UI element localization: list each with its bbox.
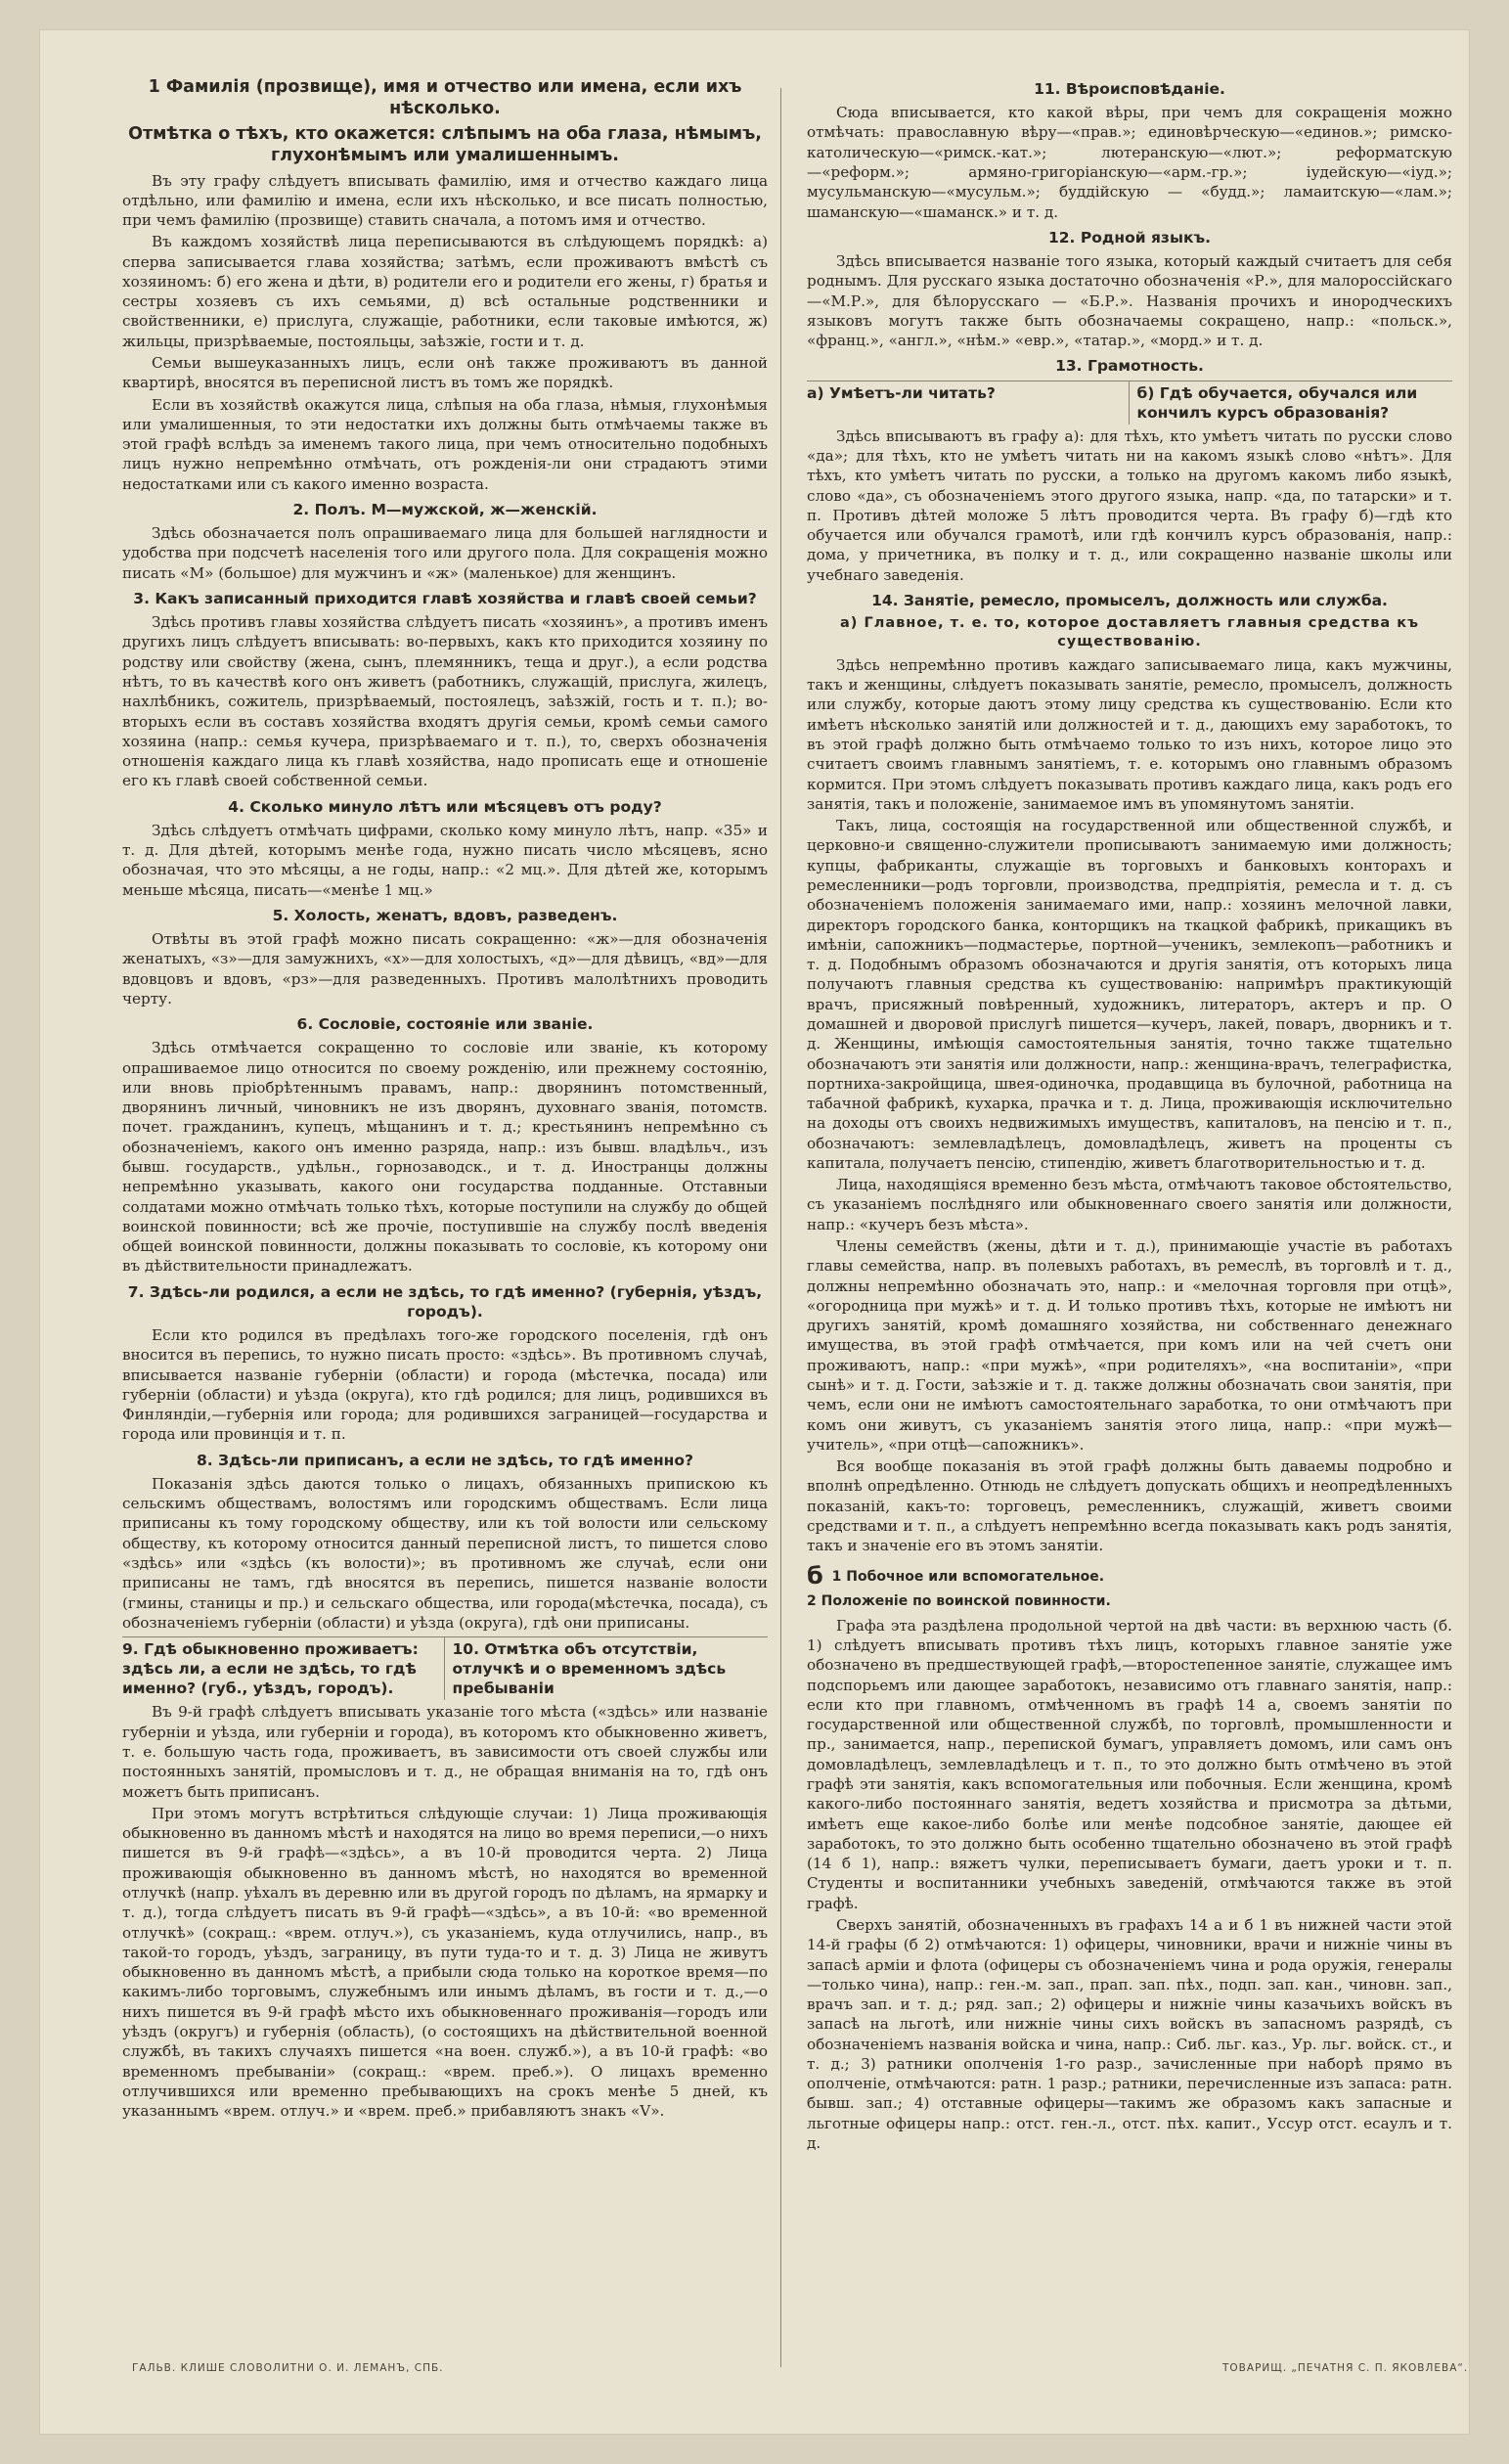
section-9-paragraph: При этомъ могутъ встрѣтиться слѣдующіе случаи: 1) Лица проживающія обыкновенно въ данномъ мѣстѣ и находятся на лицо во время переписи,—о нихъ пишется въ 9-й графѣ—«здѣсь», а въ 10-й проводится черта. 2) Лица проживающія обыкновенно въ данномъ мѣстѣ, но находятся во временной отлучкѣ (напр. уѣхалъ въ деревню или въ другой городъ по дѣламъ, на ярмарку и т. д.), тогда слѣдуетъ писать въ 9-й графѣ—«здѣсь», а въ 10-й: «во временной отлучкѣ» (сокращ.: «врем. отлуч.»), съ указаніемъ, куда отлучились, напр., въ такой-то городъ, уѣздъ, заграницу, въ пути туда-то и т. д. 3) Лица не живутъ обыкновенно въ данномъ мѣстѣ, а прибыли сюда только на короткое время—по какимъ-либо торговымъ, служебнымъ или инымъ дѣламъ, въ гости и т. д.,—о нихъ пишется въ 9-й графѣ мѣсто ихъ обыкновеннаго проживанія—городъ или уѣздъ (округъ) и губернія (область), (о состоящихъ на дѣйствительной военной службѣ, въ такихъ случаяхъ пишется «на воен. служб.»), а въ 10-й графѣ: «во временномъ пребываніи» (сокращ.: «врем. преб.»). О лицахъ временно отлучившихся или временно пребывающихъ на срокъ менѣе 5 дней, къ указаннымъ «врем. отлуч.» и «врем. преб.» прибавляютъ знакъ «V». [122, 1804, 768, 2121]
printer-credit-right: ТОВАРИЩ. „ПЕЧАТНЯ С. П. ЯКОВЛЕВА“. [1222, 2362, 1469, 2374]
section-10-title: 10. Отмѣтка объ отсутствіи, отлучкѣ и о временномъ здѣсь пребываніи [452, 1640, 727, 1698]
section-14-paragraph: Здѣсь непремѣнно противъ каждаго записываемаго лица, какъ мужчины, такъ и женщины, слѣдуетъ показывать занятіе, ремесло, промыселъ, должность или службу, которые даютъ этому лицу средства къ существованію. Если кто имѣетъ нѣсколько занятій или должностей и т. д., дающихъ ему заработокъ, то въ этой графѣ должно быть отмѣчаемо только то изъ нихъ, которое лицо это считаетъ своимъ главнымъ занятіемъ, т. е. которымъ оно главнымъ образомъ кормится. При этомъ слѣдуетъ показывать противъ каждаго лица, какъ родъ его занятія, такъ и положеніе, занимаемое имъ въ упомянутомъ занятіи. [807, 655, 1452, 813]
section-11-title: 11. Вѣроисповѣданіе. [1034, 80, 1225, 98]
section-2-title: 2. Полъ. М—мужской, ж—женскій. [292, 501, 598, 518]
right-column [807, 73, 1452, 2155]
section-1-title: 1 Фамилія (прозвище), имя и отчество или имена, если ихъ нѣсколько. [148, 77, 742, 118]
section-14-paragraph: Лица, находящіяся временно безъ мѣста, отмѣчаютъ таковое обстоятельство, съ указаніемъ послѣдняго или обыкновеннаго своего занятія или должности, напр.: «кучеръ безъ мѣста». [807, 1176, 1452, 1233]
section-14b-header [807, 1560, 1452, 1612]
left-column [122, 73, 768, 2123]
section-14-paragraph: Вся вообще показанія въ этой графѣ должны быть даваемы подробно и вполнѣ опредѣленно. Отнюдь не слѣдуетъ допускать общихъ и неопредѣленныхъ показаній, какъ-то: торговецъ, ремесленникъ, служащій, живетъ своими средствами и т. п., а слѣдуетъ непремѣнно всегда показывать какъ родъ занятія, такъ и значеніе его въ этомъ занятіи. [807, 1457, 1452, 1555]
section-8-paragraph: Показанія здѣсь даются только о лицахъ, обязанныхъ припискою къ сельскимъ обществамъ, волостямъ или городскимъ обществамъ. Если лица приписаны къ тому городскому обществу, или къ той волости или сельскому обществу, къ которому относится данный переписной листъ, то пишется слово «здѣсь» или «здѣсь (къ волости)»; въ противномъ же случаѣ, если они приписаны не тамъ, гдѣ вносятся въ перепись, пишется названіе волости (гмины, станицы и пр.) и сельскаго общества, или города(мѣстечка, посада), съ обозначеніемъ губерніи (области) и уѣзда (округа), гдѣ они приписаны. [122, 1474, 768, 1632]
section-14a-title: а) Главное, т. е. то, которое доставляетъ главныя средства къ существованію. [840, 615, 1419, 650]
section-12-title: 12. Родной языкъ. [1047, 228, 1212, 246]
printer-credit-left: ГАЛЬВ. КЛИШЕ СЛОВОЛИТНИ О. И. ЛЕМАНЪ, СПБ. [132, 2362, 444, 2374]
section-13-paragraph: Здѣсь вписываютъ въ графу а): для тѣхъ, кто умѣетъ читать по русски слово «да»; для тѣхъ, кто не умѣетъ читать ни на какомъ языкѣ слово «нѣтъ». Для тѣхъ, кто умѣетъ читать по русски, а только на другомъ какомъ либо языкѣ, слово «да», съ обозначеніемъ этого другого языка, напр. «да, по татарски» и т. п. Противъ дѣтей моложе 5 лѣтъ проводится черта. Въ графу б)—гдѣ кто обучается или обучался грамотѣ, или гдѣ кончилъ курсъ образованія, напр.: дома, у причетника, въ полку и т. д., или сокращенно названіе школы или учебнаго заведенія. [807, 426, 1452, 584]
section-14b-paragraph: Сверхъ занятій, обозначенныхъ въ графахъ 14 а и б 1 въ нижней части этой 14-й графы (б 2) отмѣчаются: 1) офицеры, чиновники, врачи и нижніе чины въ запасѣ арміи и флота (офицеры съ обозначеніемъ чина и рода оружія, генералы—только чина), напр.: ген.-м. зап., прап. зап. пѣх., подп. зап. кан., чиновн. зап., врачъ зап. и т. д.; ряд. зап.; 2) офицеры и нижніе чины казачьихъ войскъ въ запасѣ на льготѣ, или нижніе чины сихъ войскъ въ запасномъ разрядѣ, съ обозначеніемъ названія войска и чина, напр.: Сиб. льг. каз., Ур. льг. войск. ст., и т. д.; 3) ратники ополченія 1-го разр., зачисленные при наборѣ прямо въ ополченіе, отмѣчаются: ратн. 1 разр.; ратники, перечисленные изъ запаса: ратн. бывш. зап.; 4) отставные офицеры—такимъ же образомъ какъ запасные и льготные офицеры напр.: отст. ген.-л., отст. пѣх. капит., Уссур отст. есаулъ и т. д. [807, 1915, 1452, 2153]
section-1-paragraph: Въ каждомъ хозяйствѣ лица переписываются въ слѣдующемъ порядкѣ: а) сперва записывается глава хозяйства; затѣмъ, если проживаютъ вмѣстѣ съ хозяиномъ: б) его жена и дѣти, в) родители его и родители его жены, г) братья и сестры хозяевъ съ ихъ семьями, д) всѣ остальные родственники и свойственники, е) прислуга, служащіе, работники, если таковые имѣются, ж) жильцы, призрѣваемые, постояльцы, заѣзжіе, гости и т. д. [122, 233, 768, 350]
section-13a-title: а) Умѣетъ-ли читать? [807, 383, 996, 402]
section-1-paragraph: Семьи вышеуказанныхъ лицъ, если онѣ также проживаютъ въ данной квартирѣ, вносятся въ переписной листъ въ томъ же порядкѣ. [122, 354, 768, 392]
section-11-paragraph: Сюда вписывается, кто какой вѣры, при чемъ для сокращенія можно отмѣчать: православную вѣру—«прав.»; единовѣрческую—«единов.»; римско-католическую—«римск.-кат.»; лютеранскую—«лют.»; реформатскую—«реформ.»; армяно-григоріанскую—«арм.-гр.»; іудейскую—«іуд.»; мусульманскую—«мусульм.»; буддійскую — «будд.»; ламаитскую—«лам.»; шаманскую—«шаманск.» и т. д. [807, 104, 1452, 221]
section-5-title: 5. Холость, женатъ, вдовъ, разведенъ. [272, 906, 618, 924]
section-13-title: 13. Грамотность. [1055, 357, 1204, 376]
section-3-paragraph: Здѣсь противъ главы хозяйства слѣдуетъ писать «хозяинъ», а противъ именъ другихъ лицъ слѣдуетъ вписывать: во-первыхъ, какъ кто приходится хозяину по родству или свойству (жена, сынъ, племянникъ, теща и друг.), а если родства нѣтъ, то въ качествѣ кого онъ живетъ (работникъ, служащій, прислуга, жилецъ, нахлѣбникъ, сожитель, призрѣваемый, постоялецъ, заѣзжій, гость и т. п.); во-вторыхъ если въ составъ хозяйства входятъ другія семьи, кромѣ семьи самого хозяина (напр.: семья кучера, призрѣваемаго и т. п.), то, сверхъ обозначенія отношенія каждаго лица къ главѣ хозяйства, надо прописать еще и отношеніе его къ главѣ своей собственной семьи. [122, 613, 768, 790]
section-13b-title: б) Гдѣ обучается, обучался или кончилъ курсъ образованія? [1136, 383, 1418, 422]
section-1-subtitle: Отмѣтка о тѣхъ, кто окажется: слѣпымъ на оба глаза, нѣмымъ, глухонѣмымъ или умалишеннымъ. [128, 123, 762, 165]
section-12-paragraph: Здѣсь вписывается названіе того языка, который каждый считаетъ для себя роднымъ. Для русскаго языка достаточно обозначенія «Р.», для малороссійскаго—«М.Р.», для бѣлорусскаго — «Б.Р.». Названія прочихъ и инородческихъ языковъ могутъ также быть обозначаемы сокращено, напр.: «польск.», «франц.», «англ.», «нѣм.» «евр.», «татар.», «морд.» и т. д. [807, 251, 1452, 350]
section-9-paragraph: Въ 9-й графѣ слѣдуетъ вписывать указаніе того мѣста («здѣсь» или названіе губерніи и уѣзда, или губерніи и города), въ которомъ кто обыкновенно живетъ, т. е. большую часть года, проживаетъ, въ зависимости отъ своей службы или постоянныхъ занятій, промысловъ и т. д., не обращая вниманія на то, гдѣ онъ можетъ быть приписанъ. [122, 1703, 768, 1801]
section-14b2-title: 2 Положеніе по воинской повинности. [807, 1593, 1111, 1610]
section-14b-label: б [807, 1561, 823, 1590]
section-13-header [807, 381, 1452, 425]
section-5-paragraph: Отвѣты въ этой графѣ можно писать сокращенно: «ж»—для обозначенія женатыхъ, «з»—для замужнихъ, «х»—для холостыхъ, «д»—для дѣвицъ, «вд»—для вдовцовъ и вдовъ, «рз»—для разведенныхъ. Противъ малолѣтнихъ проводить черту. [122, 930, 768, 1008]
section-14-paragraph: Такъ, лица, состоящія на государственной или общественной службѣ, и церковно-и священно-служители прописываютъ занимаемую ими должность; купцы, фабриканты, служащіе въ торговыхъ и банковыхъ конторахъ и ремесленники—родъ торговли, производства, предпріятія, ремесла и т. д. съ обозначеніемъ положенія занимаемаго ими, напр.: хозяинъ мелочной лавки, директоръ городского банка, конторщикъ на ткацкой фабрикѣ, прикащикъ въ имѣніи, сапожникъ—подмастерье, портной—ученикъ, землекопъ—работникъ и т. д. Подобнымъ образомъ обозначаются и другія занятія, отъ которыхъ лица получаютъ главныя средства къ существованію: напримѣръ практикующій врачъ, присяжный повѣренный, художникъ, литераторъ, актеръ и пр. О домашней и дворовой прислугѣ пишется—кучеръ, лакей, поваръ, дворникъ и т. д. Женщины, имѣющія самостоятельныя занятія, точно также тщательно обозначаютъ эти занятія или должности, напр.: женщина-врачъ, телеграфистка, портниха-закройщица, швея-одиночка, продавщица въ булочной, работница на табачной фабрикѣ, кухарка, прачка и т. д. Лица, проживающія исключительно на доходы отъ своихъ недвижимыхъ имуществъ, капиталовъ, на пенсію и т. п., обозначаютъ: землевладѣлецъ, домовладѣлецъ, живетъ на проценты съ капитала, получаетъ пенсію, стипендію, живетъ благотворительностью и т. д. [807, 817, 1452, 1172]
section-14-title: 14. Занятіе, ремесло, промыселъ, должность или служба. [871, 592, 1388, 610]
section-3-title: 3. Какъ записанный приходится главѣ хозяйства и главѣ своей семьи? [133, 589, 757, 607]
section-9-10-header [122, 1636, 768, 1700]
document-page [39, 29, 1470, 2435]
section-14b-paragraph: Графа эта раздѣлена продольной чертой на двѣ части: въ верхнюю часть (б. 1) слѣдуетъ вписывать противъ тѣхъ лицъ, которыхъ главное занятіе уже обозначено въ предшествующей графѣ,—второстепенное занятіе, служащее имъ подспорьемъ или дающее заработокъ, независимо отъ главнаго занятія, напр.: если кто при главномъ, отмѣченномъ въ графѣ 14 а, своемъ занятіи по государственной или общественной службѣ, по торговлѣ, промышленности и пр., занимается, напр., перепиской бумагъ, управляетъ домомъ, или самъ онъ домовладѣлецъ, землевладѣлецъ и т. п., то это должно быть отмѣчено въ этой графѣ эти занятія, какъ вспомогательныя или побочныя. Если женщина, кромѣ какого-либо постояннаго занятія, ведетъ хозяйства и присмотра за дѣтьми, имѣетъ еще какое-либо болѣе или менѣе подсобное занятіе, дающее ей заработокъ, то это должно быть особенно тщательно обозначено въ этой графѣ (14 б 1), напр.: вяжетъ чулки, переписываетъ бумаги, даетъ уроки и т. п. Студенты и воспитанники учебныхъ заведеній, отмѣчаются также въ этой графѣ. [807, 1616, 1452, 1912]
section-9-title: 9. Гдѣ обыкновенно проживаетъ: здѣсь ли, а если не здѣсь, то гдѣ именно? (губ., уѣздъ, городъ). [122, 1640, 419, 1698]
section-2-paragraph: Здѣсь обозначается полъ опрашиваемаго лица для большей наглядности и удобства при подсчетѣ населенія того или другого пола. Для сокращенія можно писать «М» (большое) для мужчинъ и «ж» (маленькое) для женщинъ. [122, 524, 768, 582]
section-4-paragraph: Здѣсь слѣдуетъ отмѣчать цифрами, сколько кому минуло лѣтъ, напр. «35» и т. д. Для дѣтей, которымъ менѣе года, нужно писать число мѣсяцевъ, ясно обозначая, что это мѣсяцы, а не годы, напр.: «2 мц.». Для дѣтей же, которымъ меньше мѣсяца, писать—«менѣе 1 мц.» [122, 821, 768, 899]
section-1-paragraph: Если въ хозяйствѣ окажутся лица, слѣпыя на оба глаза, нѣмыя, глухонѣмыя или умалишенныя, то эти недостатки ихъ должны быть отмѣчаемы также въ этой графѣ вслѣдъ за именемъ такого лица, при чемъ относительно подобныхъ лицъ нужно непремѣнно отмѣчать, отъ рожденія-ли они страдаютъ этими недостатками или съ какого именно возраста. [122, 395, 768, 493]
section-4-title: 4. Сколько минуло лѣтъ или мѣсяцевъ отъ роду? [228, 797, 662, 816]
column-divider [780, 88, 781, 2367]
section-7-title: 7. Здѣсь-ли родился, а если не здѣсь, то гдѣ именно? (губернія, уѣздъ, городъ). [127, 1282, 763, 1321]
section-7-paragraph: Если кто родился въ предѣлахъ того-же городского поселенія, гдѣ онъ вносится въ перепись, то нужно писать просто: «здѣсь». Въ противномъ случаѣ, вписывается названіе губерніи (области) и города (мѣстечка, посада) или губерніи (области) и уѣзда (округа), кто гдѣ родился; для лицъ, родившихся въ Финляндіи,—губернія или города; для родившихся заграницей—государства и города или провинція и т. п. [122, 1325, 768, 1444]
section-8-title: 8. Здѣсь-ли приписанъ, а если не здѣсь, то гдѣ именно? [196, 1451, 694, 1469]
section-14-paragraph: Члены семействъ (жены, дѣти и т. д.), принимающіе участіе въ работахъ главы семейства, напр. въ полевыхъ работахъ, въ ремеслѣ, въ торговлѣ и т. д., должны непремѣнно обозначать это, напр.: и «мелочная торговля при отцѣ», «огородница при мужѣ» и т. д. И только противъ тѣхъ, которые не имѣютъ ни другихъ занятій, кромѣ домашняго хозяйства, ни собственнаго денежнаго имущества, въ этой графѣ отмѣчается, при комъ или на чей счетъ они проживаютъ, напр.: «при мужѣ», «при родителяхъ», «на воспитаніи», «при сынѣ» и т. д. Гости, заѣзжіе и т. д. также должны обозначать свои занятія, при чемъ, если они не имѣютъ самостоятельнаго заработка, то они отмѣчаютъ при комъ они живутъ, съ указаніемъ занятія этого лица, напр.: «при мужѣ—учитель», «при отцѣ—сапожникъ». [807, 1237, 1452, 1454]
section-1-paragraph: Въ эту графу слѣдуетъ вписывать фамилію, имя и отчество каждаго лица отдѣльно, или фамилію и имена, если ихъ нѣсколько, и все писать полностью, при чемъ фамилію (прозвище) ставить сначала, а потомъ имя и отчество. [122, 171, 768, 230]
section-6-title: 6. Сословіе, состояніе или званіе. [296, 1015, 594, 1034]
section-14b1-title: 1 Побочное или вспомогательное. [831, 1568, 1105, 1585]
section-6-paragraph: Здѣсь отмѣчается сокращенно то сословіе или званіе, къ которому опрашиваемое лицо относится по своему рожденію, или прежнему состоянію, или вновь пріобрѣтеннымъ правамъ, напр.: дворянинъ потомственный, дворянинъ личный, чиновникъ не изъ дворянъ, духовнаго званія, потомств. почет. гражданинъ, купецъ, мѣщанинъ и т. д.; крестьянинъ непремѣнно съ обозначеніемъ, какого онъ именно разряда, напр.: изъ бывш. владѣльч., изъ бывш. государств., удѣльн., горнозаводск., и т. д. Иностранцы должны непремѣнно указывать, какого они государства подданные. Отставныи солдатами можно отмѣчать только тѣхъ, которые поступили на службу до общей воинской повинности; всѣ же прочіе, поступившіе на службу послѣ введенія общей воинской повинности, должны показывать то сословіе, къ которому они въ дѣйствительности принадлежатъ. [122, 1039, 768, 1276]
